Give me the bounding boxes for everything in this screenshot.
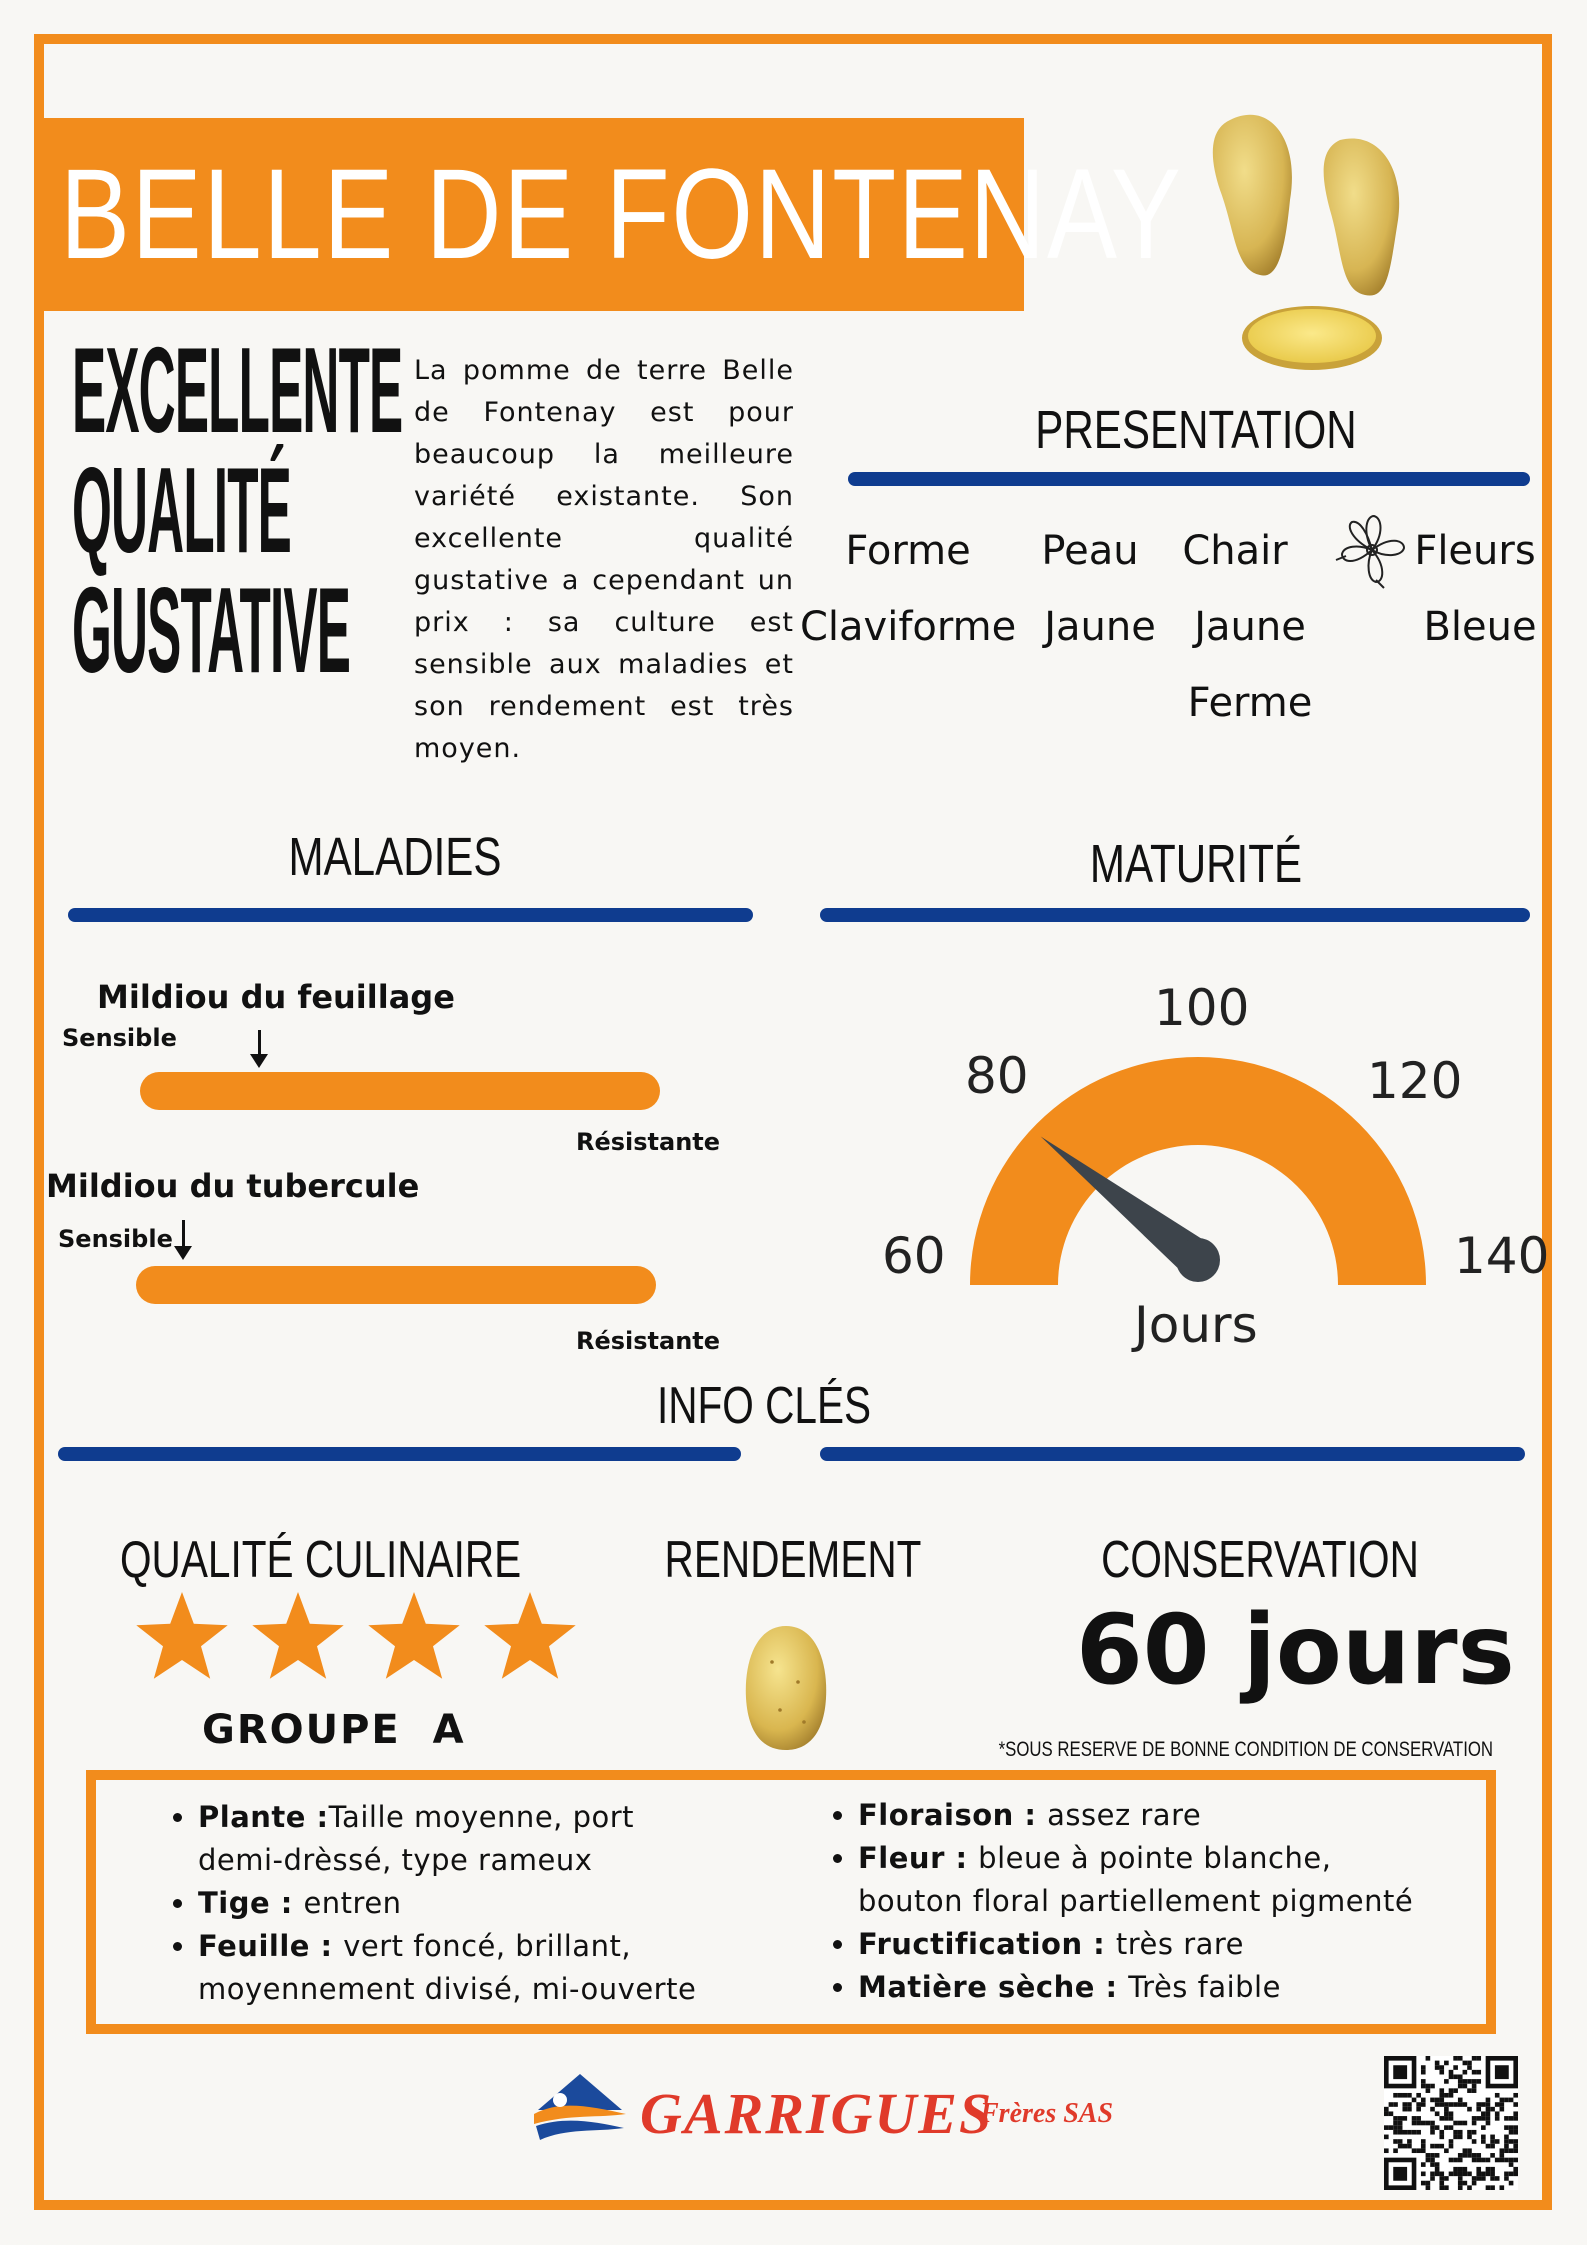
brand-subtitle: Frères SAS xyxy=(980,2098,1114,2129)
disease-marker-2 xyxy=(182,1220,185,1256)
quality-headline xyxy=(72,322,403,698)
qr-code[interactable] xyxy=(1384,2056,1518,2190)
detail-fructification: • Fructification : très rare xyxy=(858,1923,1428,1966)
info-cles-rule-left xyxy=(58,1447,741,1461)
disease-name-2: Mildiou du tubercule xyxy=(46,1167,420,1205)
presentation-forme-label: Forme xyxy=(845,528,971,574)
star-icon xyxy=(364,1588,464,1688)
detail-tige: • Tige : entren xyxy=(198,1882,728,1925)
star-icon xyxy=(248,1588,348,1688)
detail-feuille: • Feuille : vert foncé, brillant, moyennement divisé, mi-ouverte xyxy=(198,1925,728,2011)
presentation-peau-value: Jaune xyxy=(1044,604,1156,650)
detail-floraison: • Floraison : assez rare xyxy=(858,1794,1428,1837)
detail-plante: • Plante :Taille moyenne, port demi-drèssé, type rameux xyxy=(198,1796,728,1882)
presentation-chair-value2: Ferme xyxy=(1187,680,1313,726)
presentation-chair-value: Jaune xyxy=(1194,604,1306,650)
maturite-heading: MATURITÉ xyxy=(1089,834,1303,894)
detail-fleur: • Fleur : bleue à pointe blanche, bouton floral partiellement pigmenté xyxy=(858,1837,1428,1923)
quality-stars xyxy=(132,1588,592,1713)
star-icon xyxy=(132,1588,232,1688)
details-right-column xyxy=(828,1794,1428,2009)
info-cles-heading: INFO CLÉS xyxy=(656,1377,872,1435)
presentation-fleurs-label: Fleurs xyxy=(1414,528,1536,574)
presentation-chair-label: Chair xyxy=(1182,528,1288,574)
disease-name-1: Mildiou du feuillage xyxy=(97,978,455,1016)
groupe-label: GROUPE A xyxy=(202,1707,466,1753)
intro-text: La pomme de terre Belle de Fontenay est pour beaucoup la meilleure variété existante. Son excellente qualité gustative a cependant un prix : sa culture est sensible aux maladies et son rendement est très moyen. xyxy=(414,355,794,764)
disease-low-label-2: Sensible xyxy=(58,1225,173,1253)
presentation-forme-value: Claviforme xyxy=(800,604,1017,650)
disease-high-label-2: Résistante xyxy=(576,1327,721,1355)
detail-matiere-seche: • Matière sèche : Très faible xyxy=(858,1966,1428,2009)
conservation-footnote: *SOUS RESERVE DE BONNE CONDITION DE CONSERVATION xyxy=(998,1738,1493,1761)
maturite-rule xyxy=(820,908,1530,922)
gauge-tick-60: 60 xyxy=(882,1227,946,1285)
details-left-column xyxy=(168,1796,728,2011)
page-title: BELLE DE FONTENAY xyxy=(60,143,1183,286)
gauge-tick-80: 80 xyxy=(965,1047,1029,1105)
conservation-value: 60 jours xyxy=(1076,1594,1515,1706)
garrigues-logo xyxy=(530,2070,630,2150)
disease-scale-bar-2 xyxy=(136,1266,656,1304)
gauge-tick-100: 100 xyxy=(1154,979,1250,1037)
presentation-fleurs-value: Bleue xyxy=(1423,604,1537,650)
rendement-heading: RENDEMENT xyxy=(664,1531,922,1589)
gauge-unit: Jours xyxy=(1134,1296,1258,1354)
presentation-heading: PRESENTATION xyxy=(1035,400,1357,460)
presentation-peau-label: Peau xyxy=(1041,528,1139,574)
qualite-culinaire-heading: QUALITÉ CULINAIRE xyxy=(120,1531,522,1589)
disease-high-label-1: Résistante xyxy=(576,1128,721,1156)
disease-scale-bar-1 xyxy=(140,1072,660,1110)
disease-low-label-1: Sensible xyxy=(62,1024,177,1052)
quality-line-1: EXCELLENTE xyxy=(72,322,403,458)
quality-line-3: GUSTATIVE xyxy=(72,562,351,698)
maladies-heading: MALADIES xyxy=(288,827,502,887)
gauge-tick-120: 120 xyxy=(1367,1052,1463,1110)
presentation-rule xyxy=(848,472,1530,486)
gauge-needle-hub xyxy=(1176,1238,1220,1282)
star-icon xyxy=(480,1588,580,1688)
gauge-tick-140: 140 xyxy=(1454,1227,1550,1285)
disease-marker-1 xyxy=(258,1030,261,1064)
flower-icon xyxy=(1332,510,1412,590)
brand-name: GARRIGUES xyxy=(640,2081,994,2146)
conservation-heading: CONSERVATION xyxy=(1101,1531,1419,1589)
info-cles-rule-right xyxy=(820,1447,1525,1461)
potato-illustration-icon xyxy=(1190,100,1430,380)
quality-line-2: QUALITÉ xyxy=(72,442,291,578)
maladies-rule xyxy=(68,908,753,922)
potato-icon xyxy=(742,1622,830,1754)
